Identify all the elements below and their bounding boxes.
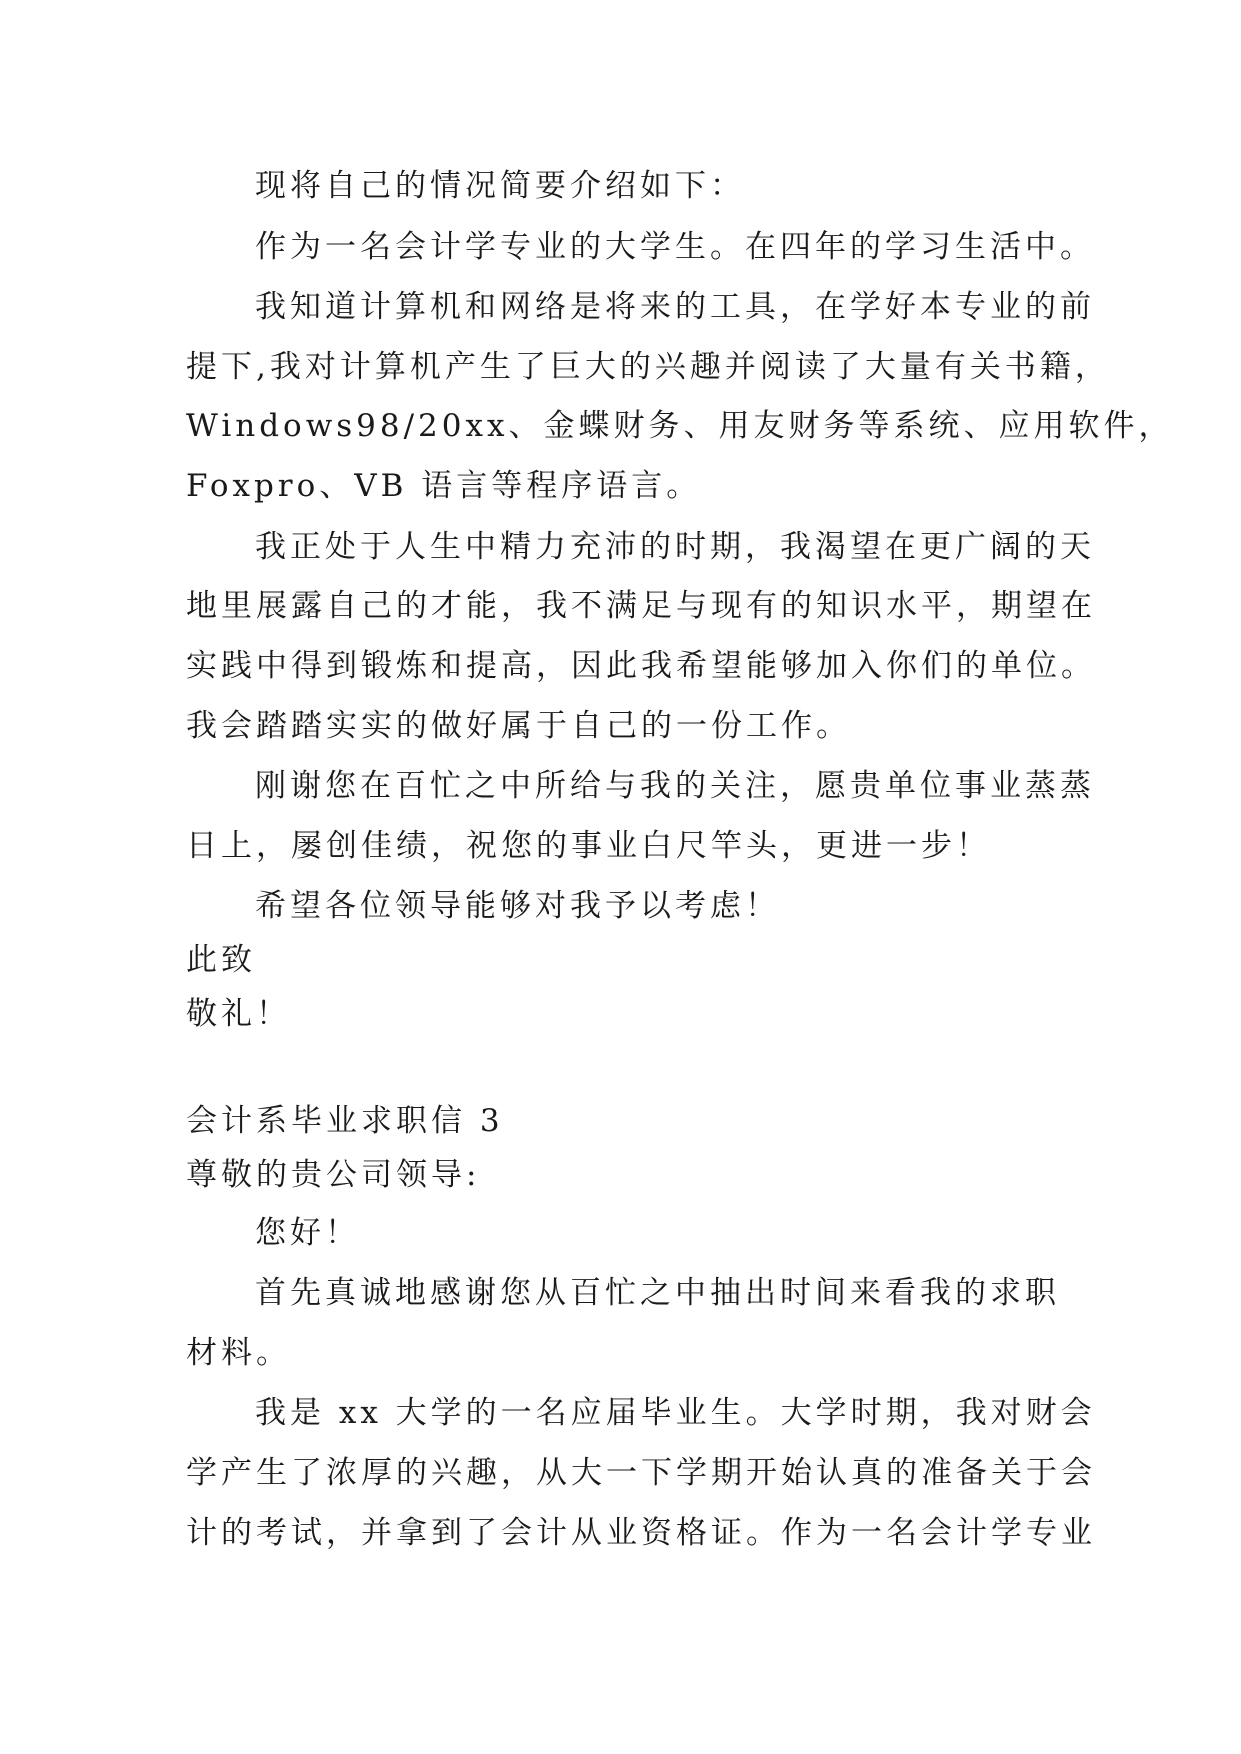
closing-regards: 敬礼！	[186, 996, 291, 1032]
paragraph-line: 现将自己的情况简要介绍如下：	[255, 168, 745, 204]
closing-salutation: 此致	[186, 942, 256, 978]
paragraph-line: 首先真诚地感谢您从百忙之中抽出时间来看我的求职	[255, 1275, 1060, 1311]
paragraph-line: 我是 xx 大学的一名应届毕业生。大学时期，我对财会	[255, 1395, 1096, 1431]
paragraph-line: 学产生了浓厚的兴趣，从大一下学期开始认真的准备关于会	[186, 1455, 1096, 1491]
paragraph-line: Windows98/20xx、金蝶财务、用友财务等系统、应用软件，	[186, 408, 1174, 444]
paragraph-line: 地里展露自己的才能，我不满足与现有的知识水平，期望在	[186, 588, 1096, 624]
paragraph-line: 日上，屡创佳绩，祝您的事业白尺竿头，更进一步！	[186, 828, 991, 864]
paragraph-line: 材料。	[186, 1335, 291, 1371]
paragraph-line: 提下,我对计算机产生了巨大的兴趣并阅读了大量有关书籍，	[186, 349, 1110, 385]
paragraph-line: 作为一名会计学专业的大学生。在四年的学习生活中。	[255, 229, 1095, 265]
paragraph-line: 刚谢您在百忙之中所给与我的关注，愿贵单位事业蒸蒸	[255, 768, 1095, 804]
paragraph-line: 实践中得到锻炼和提高，因此我希望能够加入你们的单位。	[186, 648, 1096, 684]
paragraph-line: 我会踏踏实实的做好属于自己的一份工作。	[186, 708, 851, 744]
letter-greeting: 您好！	[255, 1215, 360, 1251]
section-title: 会计系毕业求职信 3	[186, 1103, 504, 1139]
paragraph-line: Foxpro、VB 语言等程序语言。	[186, 468, 702, 504]
paragraph-line: 我知道计算机和网络是将来的工具，在学好本专业的前	[255, 289, 1095, 325]
paragraph-line: 我正处于人生中精力充沛的时期，我渴望在更广阔的天	[255, 529, 1095, 565]
letter-addressee: 尊敬的贵公司领导:	[186, 1157, 481, 1193]
paragraph-line: 计的考试，并拿到了会计从业资格证。作为一名会计学专业	[186, 1515, 1096, 1551]
paragraph-line: 希望各位领导能够对我予以考虑！	[255, 888, 780, 924]
